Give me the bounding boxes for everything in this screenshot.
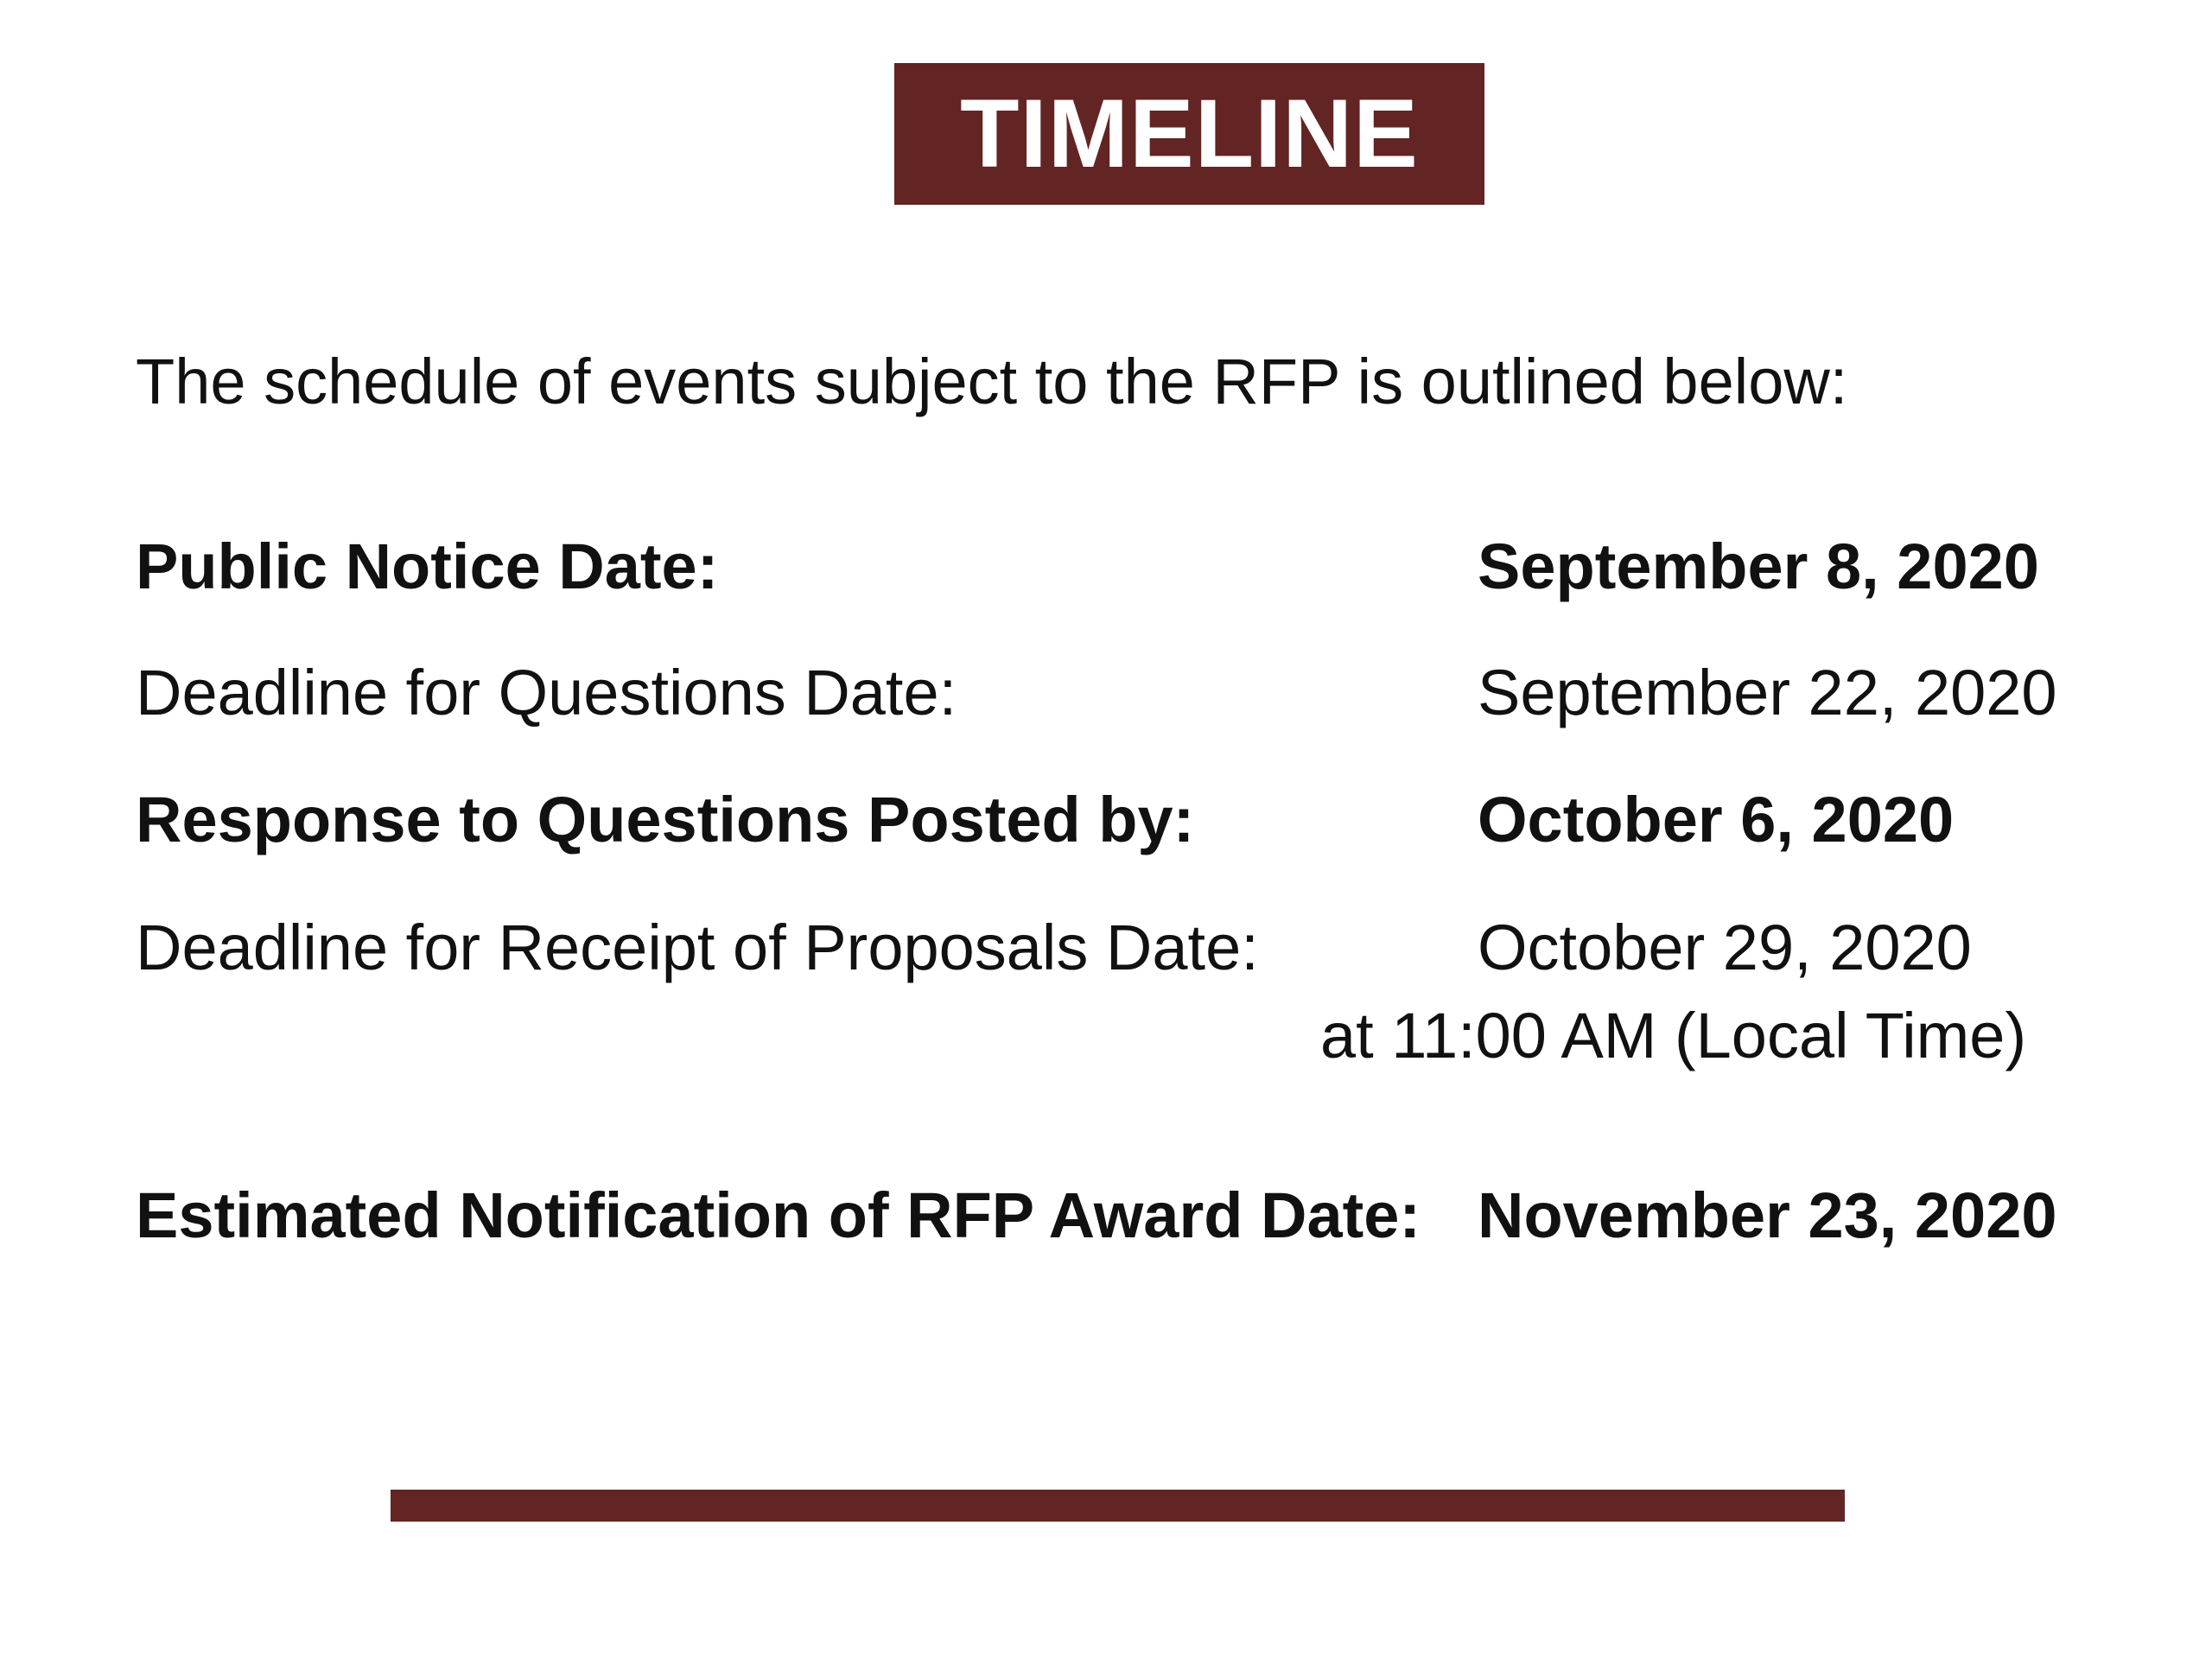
schedule-value-response-posted: October 6, 2020 — [1478, 784, 1955, 855]
schedule-label-public-notice: Public Notice Date: — [136, 531, 719, 602]
schedule-value-public-notice: September 8, 2020 — [1478, 531, 2039, 602]
schedule-label-award-notification: Estimated Notification of RFP Award Date: — [136, 1179, 1421, 1251]
schedule-value-questions-deadline: September 22, 2020 — [1478, 657, 2057, 728]
schedule-label-response-posted: Response to Questions Posted by: — [136, 784, 1195, 855]
schedule-label-questions-deadline: Deadline for Questions Date: — [136, 657, 957, 728]
timeline-title-banner — [894, 63, 1484, 205]
bottom-divider — [391, 1490, 1845, 1522]
schedule-label-proposals-deadline: Deadline for Receipt of Proposals Date: — [136, 912, 1259, 983]
schedule-value-proposals-deadline: October 29, 2020 — [1478, 912, 1972, 983]
schedule-subvalue-proposals-time: at 11:00 AM (Local Time) — [1320, 1000, 2027, 1071]
page-title: TIMELINE — [960, 79, 1419, 188]
intro-text: The schedule of events subject to the RFP is outlined below: — [136, 346, 1848, 417]
schedule-value-award-notification: November 23, 2020 — [1478, 1179, 2057, 1251]
